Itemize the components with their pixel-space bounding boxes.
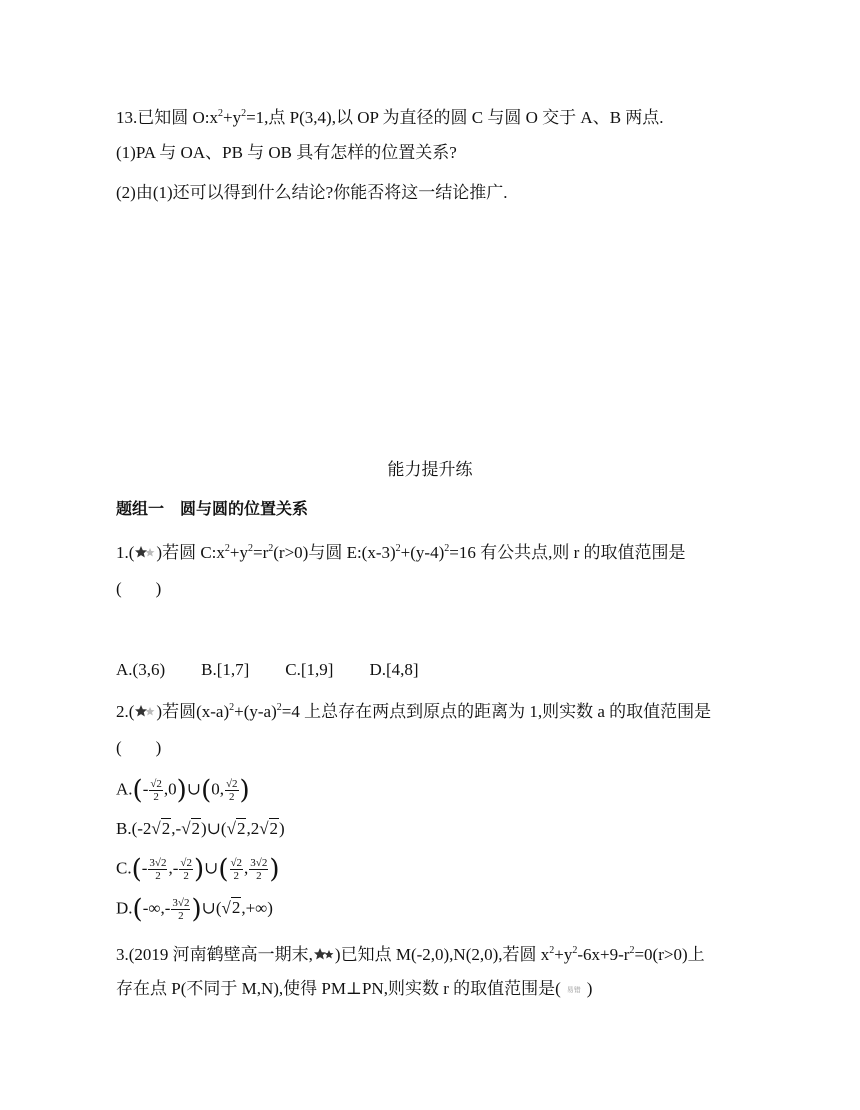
q1-option-d[interactable]: D.[4,8] [369,660,419,679]
fraction: $\frac{√2}{2}$ [225,778,238,803]
q1-stem: 1.( )若圆 $C:x^2+y^2=r^2(r>0)$与圆 $E:(x-3)^2+(y-4)^2=16$ 有公共点,则 r 的取值范围是 [116,543,686,562]
q3-stem-line2: 存在点 P(不同于 M,N),使得 PM⊥PN,则实数 r 的取值范围是( 易错 ) [116,978,592,1001]
error-prone-tag: 易错 [566,986,581,994]
fraction: $\frac{√2}{2}$ [150,778,162,803]
section-title: 能力提升练 [387,460,473,479]
q2-answer-blank: ( ) [116,738,162,757]
q2-option-b[interactable]: B.(-2√2,-√2)∪(√2,2√2) [116,819,285,838]
fraction: $\frac{√2}{2}$ [180,857,192,882]
difficulty-star-icon [134,704,156,718]
group-title: 题组一 圆与圆的位置关系 [116,499,309,518]
q1-option-a[interactable]: A.(3,6) [116,660,166,679]
difficulty-star-icon [313,947,335,961]
q1-options [116,659,419,681]
q3-stem: 3.(2019 河南鹤壁高一期末, )已知点 M(-2,0),N(2,0),若圆 $x^2+y^2-6x+9-r^2=0(r>0)$上 [116,945,705,964]
q13-part2: (2)由(1)还可以得到什么结论?你能否将这一结论推广. [116,183,508,202]
q2-stem: 2.( )若圆$(x-a)^2+(y-a)^2=4$ 上总存在两点到原点的距离为 1,则实数 a 的取值范围是 [116,702,712,721]
q1-answer-blank: ( ) [116,579,162,598]
q2-option-c[interactable]: C.(- $\frac{3√2}{2}$ ,- $\frac{√2}{2}$ )∪( $\frac{√2}{2}$ , $\frac{3√2}{2}$ ) [116,854,280,885]
fraction: $\frac{√2}{2}$ [230,857,243,882]
q2-option-d[interactable]: D.(-∞,- $\frac{3√2}{2}$ )∪(√2,+∞) [116,894,273,925]
q2-option-a[interactable]: A.(- $\frac{√2}{2}$ ,0)∪(0, $\frac{√2}{2}$ ) [116,775,250,806]
q1-option-c[interactable]: C.[1,9] [285,660,334,679]
fraction: $\frac{3√2}{2}$ [149,857,167,882]
q13-part1: (1)PA 与 OA、PB 与 OB 具有怎样的位置关系? [116,143,457,162]
difficulty-star-icon [134,545,156,559]
fraction: $\frac{3√2}{2}$ [172,897,190,922]
q13-stem: 13.已知圆 $O:x^2+y^2=1$,点 P(3,4),以 OP 为直径的圆 C 与圆 O 交于 A、B 两点. [116,108,664,127]
q1-option-b[interactable]: B.[1,7] [201,660,250,679]
fraction: $\frac{3√2}{2}$ [250,857,268,882]
